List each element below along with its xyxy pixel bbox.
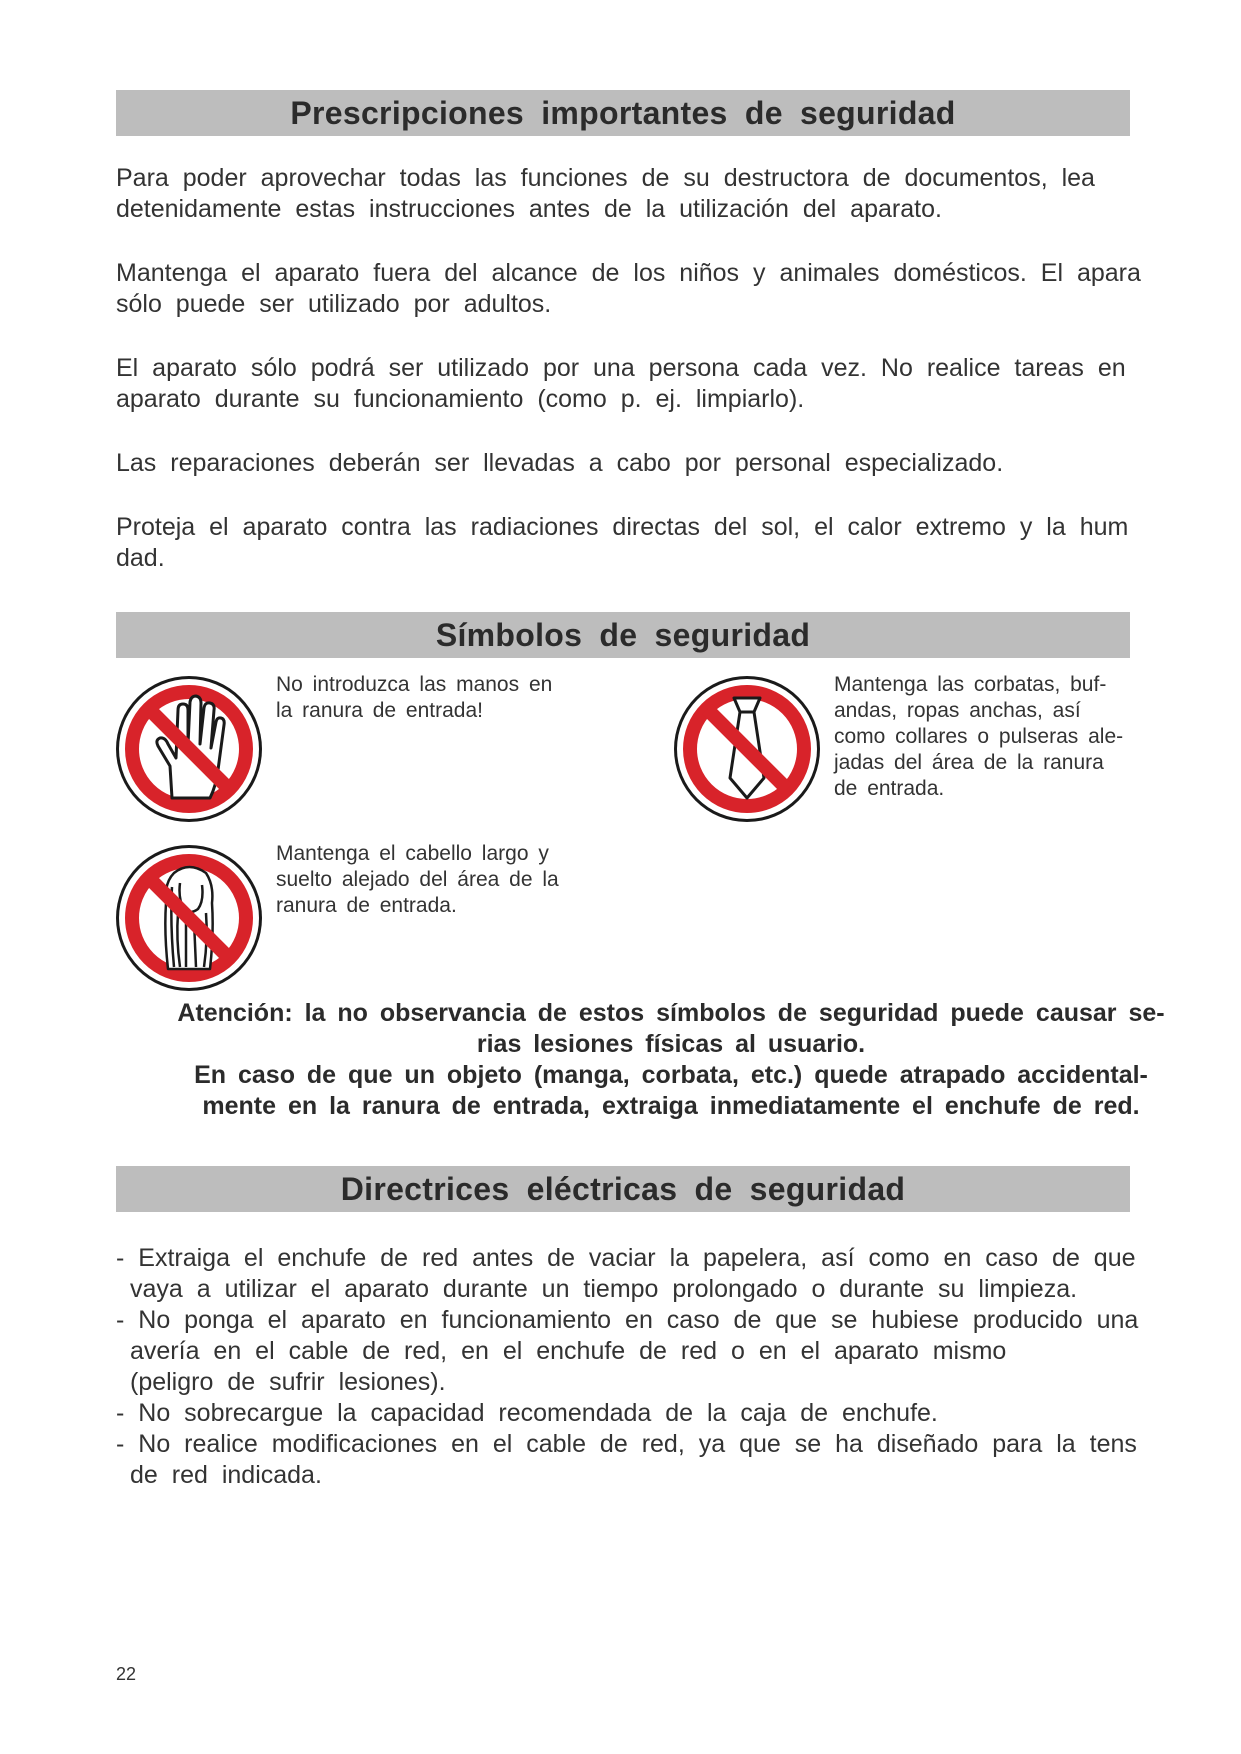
text-line: ranura de entrada.	[276, 894, 457, 917]
list-item	[116, 1398, 1226, 1429]
text-line: vaya a utilizar el aparato durante un tiempo prolongado o durante su limpieza.	[130, 1275, 1078, 1303]
page-number: 22	[116, 1664, 137, 1684]
warning-notice	[116, 998, 1226, 1122]
text-line: Mantenga el cabello largo y	[276, 842, 549, 865]
symbol-caption-hair	[276, 841, 559, 919]
text-line: sólo puede ser utilizado por adultos.	[116, 290, 552, 318]
section-header-safety	[116, 90, 1130, 136]
warning-line: rias lesiones físicas al usuario.	[476, 1030, 866, 1058]
text-line: Proteja el aparato contra las radiaciones directas del sol, el calor extremo y la hum	[116, 513, 1129, 541]
text-line: de red indicada.	[130, 1461, 322, 1489]
text-line: jadas del área de la ranura	[834, 751, 1104, 774]
section-title: Directrices eléctricas de seguridad	[340, 1170, 906, 1207]
text-line: suelto alejado del área de la	[276, 868, 559, 891]
text-line: - Extraiga el enchufe de red antes de vaciar la papelera, así como en caso de que	[116, 1244, 1136, 1272]
text-line: Las reparaciones deberán ser llevadas a cabo por personal especializado.	[116, 449, 1004, 477]
text-line: No introduzca las manos en	[276, 673, 553, 696]
text-line: detenidamente estas instrucciones antes de la utilización del aparato.	[116, 195, 942, 223]
paragraph	[116, 512, 1226, 574]
section-title: Prescripciones importantes de seguridad	[290, 94, 956, 131]
text-line: andas, ropas anchas, así	[834, 699, 1081, 722]
text-line: - No realice modificaciones en el cable de red, ya que se ha diseñado para la tens	[116, 1430, 1137, 1458]
text-line: El aparato sólo podrá ser utilizado por una persona cada vez. No realice tareas en	[116, 354, 1126, 382]
text-line: como collares o pulseras ale-	[834, 725, 1124, 748]
warning-line: mente en la ranura de entrada, extraiga inmediatamente el enchufe de red.	[202, 1092, 1140, 1120]
text-line: aparato durante su funcionamiento (como p. ej. limpiarlo).	[116, 385, 805, 413]
symbol-caption-tie	[834, 672, 1123, 802]
paragraph	[116, 258, 1226, 320]
list-item	[116, 1305, 1226, 1398]
text-line: Mantenga las corbatas, buf-	[834, 673, 1107, 696]
text-line: avería en el cable de red, en el enchufe de red o en el aparato mismo	[130, 1337, 1007, 1365]
electrical-guidelines-list	[116, 1243, 1226, 1491]
symbol-caption-hands	[276, 672, 552, 724]
paragraph	[116, 353, 1226, 415]
section-header-electrical	[116, 1166, 1130, 1212]
text-line: Para poder aprovechar todas las funciones de su destructora de documentos, lea	[116, 164, 1095, 192]
paragraph	[116, 163, 1226, 225]
no-tie-icon	[672, 674, 822, 824]
text-line: Mantenga el aparato fuera del alcance de los niños y animales domésticos. El apara	[116, 259, 1141, 287]
list-item	[116, 1429, 1226, 1491]
list-item	[116, 1243, 1226, 1305]
text-line: dad.	[116, 544, 165, 572]
paragraph	[116, 448, 1226, 479]
no-hands-icon	[114, 674, 264, 824]
no-long-hair-icon	[114, 843, 264, 993]
warning-line: En caso de que un objeto (manga, corbata, etc.) quede atrapado accidental-	[194, 1061, 1148, 1089]
text-line: (peligro de sufrir lesiones).	[130, 1368, 446, 1396]
text-line: - No ponga el aparato en funcionamiento en caso de que se hubiese producido una	[116, 1306, 1139, 1334]
section-header-symbols	[116, 612, 1130, 658]
warning-line: Atención: la no observancia de estos símbolos de seguridad puede causar se-	[177, 999, 1165, 1027]
text-line: de entrada.	[834, 777, 945, 800]
text-line: - No sobrecargue la capacidad recomendada de la caja de enchufe.	[116, 1399, 938, 1427]
text-line: la ranura de entrada!	[276, 699, 483, 722]
section-title: Símbolos de seguridad	[435, 616, 811, 653]
